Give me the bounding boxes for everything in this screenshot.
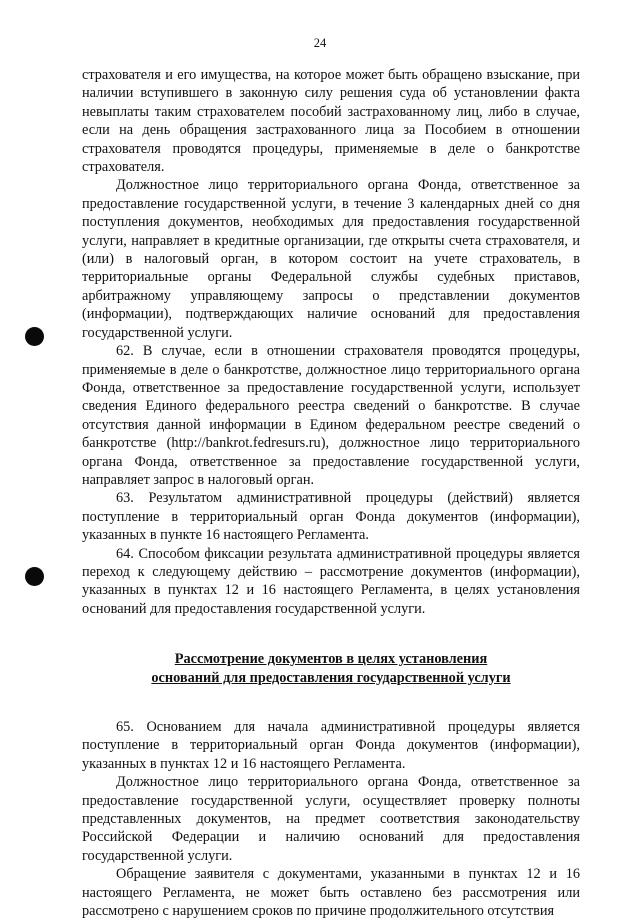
paragraph: Обращение заявителя с документами, указанными в пунктах 12 и 16 настоящего Регламента, не может быть оставлено без рассмотрения или рассмотрено с нарушением сроков по причине продолжительного отсутствия xyxy=(82,866,580,920)
paragraph: Должностное лицо территориального органа Фонда, ответственное за предоставление государственной услуги, в течение 3 календарных дней со дня поступления документов, необходимых для предоставления государственной услуги, направляет в кредитные организации, где открыты счета страхователя, и (или) в налоговый орган, в котором состоит на учете страхователь, в территориальные органы Федеральной службы судебных приставов, арбитражному управляющему запросы о представлении документов (информации), подтверждающих наличие оснований для предоставления государственной услуги. xyxy=(82,177,580,341)
page-number: 24 xyxy=(313,36,327,50)
document-body xyxy=(82,66,580,920)
paragraph: Должностное лицо территориального органа Фонда, ответственное за предоставление государственной услуги, осуществляет проверку полноты представленных документов, на предмет соответствия законодательству Российской Федерации и наличию оснований для предоставления государственной услуги. xyxy=(82,774,580,864)
punch-hole xyxy=(25,327,44,346)
paragraph-62: 62. В случае, если в отношении страхователя проводятся процедуры, применяемые в деле о банкротстве, должностное лицо территориального органа Фонда, ответственное за предоставление государственной услуги, использует сведения Единого федерального реестра сведений о банкротстве. В случае отсутствия данной информации в Едином федеральном реестре сведений о банкротстве (http://bankrot.fedresurs.ru), должностное лицо территориального органа Фонда, ответственное за предоставление государственной услуги, направляет запрос в налоговый орган. xyxy=(82,343,580,488)
section-heading xyxy=(82,650,580,687)
section-heading-line: Рассмотрение документов в целях установления xyxy=(174,651,488,668)
paragraph-63: 63. Результатом административной процедуры (действий) является поступление в территориальный орган Фонда документов (информации), указанных в пункте 16 настоящего Регламента. xyxy=(82,490,580,544)
paragraph-64: 64. Способом фиксации результата административной процедуры является переход к следующему действию – рассмотрение документов (информации), указанных в пунктах 12 и 16 настоящего Регламента, в целях установления оснований для предоставления государственной услуги. xyxy=(82,545,580,617)
punch-hole xyxy=(25,567,44,586)
paragraph: страхователя и его имущества, на которое может быть обращено взыскание, при наличии вступившего в законную силу решения суда об установлении факта невыплаты таким страхователем пособий застрахованному лиц, либо в случае, если на день обращения застрахованного лица за Пособием в отношении страхователя проводятся процедуры, применяемые в деле о банкротстве страхователя. xyxy=(82,67,580,176)
section-heading-line: оснований для предоставления государственной услуги xyxy=(151,669,511,686)
paragraph-65: 65. Основанием для начала административной процедуры является поступление в территориальный орган Фонда документов (информации), указанных в пунктах 12 и 16 настоящего Регламента. xyxy=(82,719,580,772)
